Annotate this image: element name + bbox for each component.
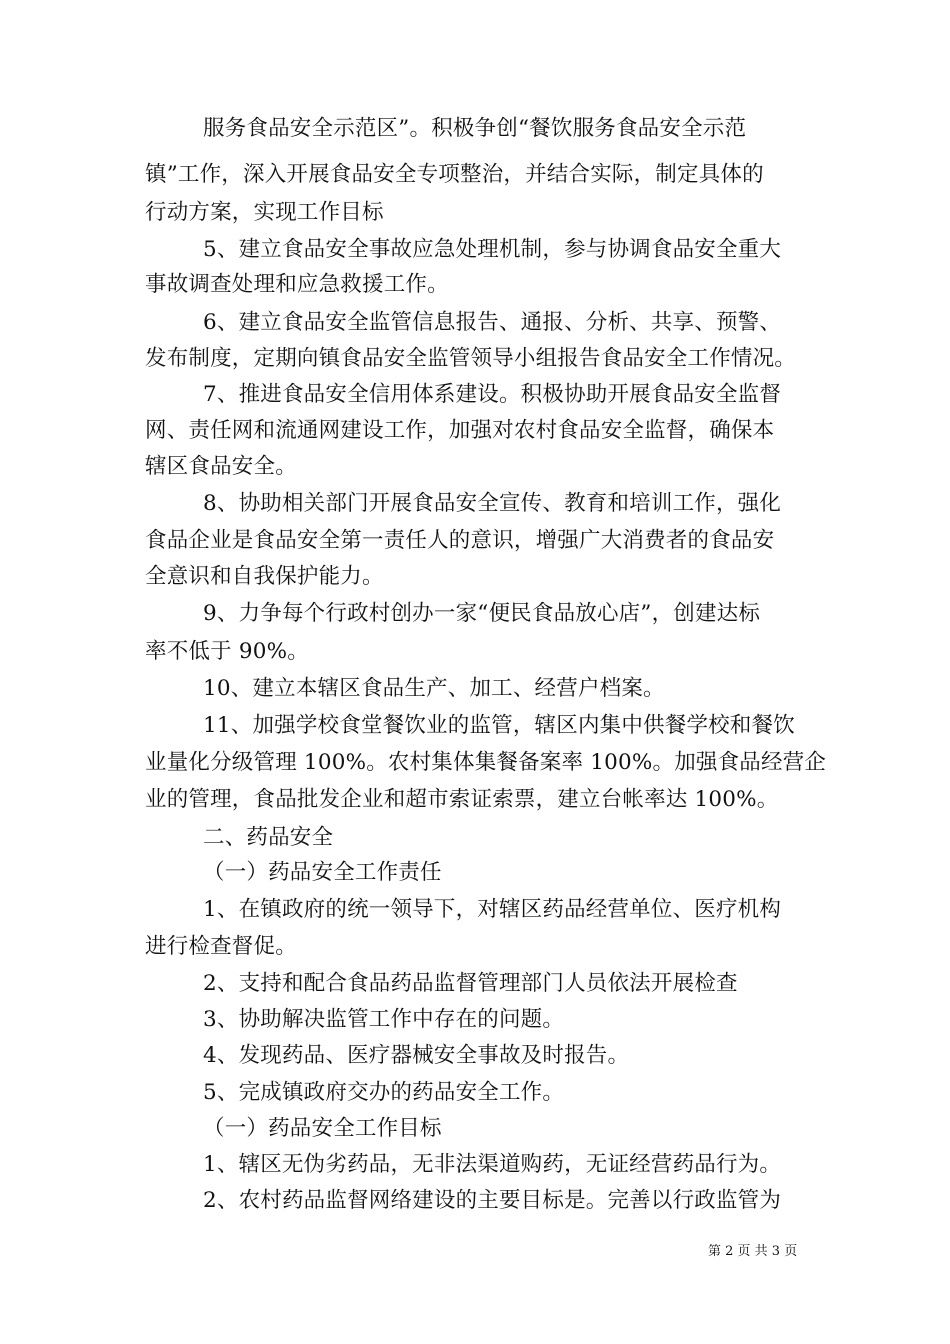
text-line: 进行检查督促。: [145, 934, 297, 959]
section-heading: 二、药品安全: [203, 825, 334, 850]
text-line: 4、发现药品、医疗器械安全事故及时报告。: [203, 1043, 630, 1068]
text-line: 食品企业是食品安全第一责任人的意识，增强广大消费者的食品安: [145, 528, 775, 553]
text-line: 8、协助相关部门开展食品安全宣传、教育和培训工作，强化: [203, 491, 782, 516]
text-line: 1、在镇政府的统一领导下，对辖区药品经营单位、医疗机构: [203, 897, 782, 922]
text-line: 辖区食品安全。: [145, 454, 297, 479]
text-line: 业的管理，食品批发企业和超市索证索票，建立台帐率达 100%。: [145, 787, 779, 812]
text-line: 5、完成镇政府交办的药品安全工作。: [203, 1080, 565, 1105]
subsection-heading: （一）药品安全工作目标: [203, 1116, 442, 1141]
text-line: 9、力争每个行政村创办一家“便民食品放心店”，创建达标: [203, 601, 761, 626]
text-line: 5、建立食品安全事故应急处理机制，参与协调食品安全重大: [203, 237, 782, 262]
text-line: 2、农村药品监督网络建设的主要目标是。完善以行政监管为: [203, 1188, 782, 1213]
text-line: 发布制度，定期向镇食品安全监管领导小组报告食品安全工作情况。: [145, 346, 797, 371]
text-line: 6、建立食品安全监管信息报告、通报、分析、共享、预警、: [203, 310, 782, 335]
text-line: 3、协助解决监管工作中存在的问题。: [203, 1007, 565, 1032]
text-line: 服务食品安全示范区”。积极争创“餐饮服务食品安全示范: [203, 116, 747, 141]
page-footer: 第 2 页 共 3 页: [708, 1244, 798, 1259]
text-line: 11、加强学校食堂餐饮业的监管，辖区内集中供餐学校和餐饮: [203, 713, 795, 738]
text-line: 率不低于 90%。: [145, 639, 309, 664]
text-line: 业量化分级管理 100%。农村集体集餐备案率 100%。加强食品经营企: [145, 750, 827, 775]
text-line: 2、支持和配合食品药品监督管理部门人员依法开展检查: [203, 971, 738, 996]
text-line: 网、责任网和流通网建设工作，加强对农村食品安全监督，确保本: [145, 418, 775, 443]
text-line: 镇”工作，深入开展食品安全专项整治，并结合实际，制定具体的: [145, 162, 764, 187]
text-line: 1、辖区无伪劣药品，无非法渠道购药，无证经营药品行为。: [203, 1152, 782, 1177]
text-line: 7、推进食品安全信用体系建设。积极协助开展食品安全监督: [203, 382, 782, 407]
text-line: 10、建立本辖区食品生产、加工、经营户档案。: [203, 676, 665, 701]
subsection-heading: （一）药品安全工作责任: [203, 860, 442, 885]
text-line: 行动方案，实现工作目标: [145, 200, 384, 225]
text-line: 事故调查处理和应急救援工作。: [145, 272, 449, 297]
text-line: 全意识和自我保护能力。: [145, 564, 384, 589]
